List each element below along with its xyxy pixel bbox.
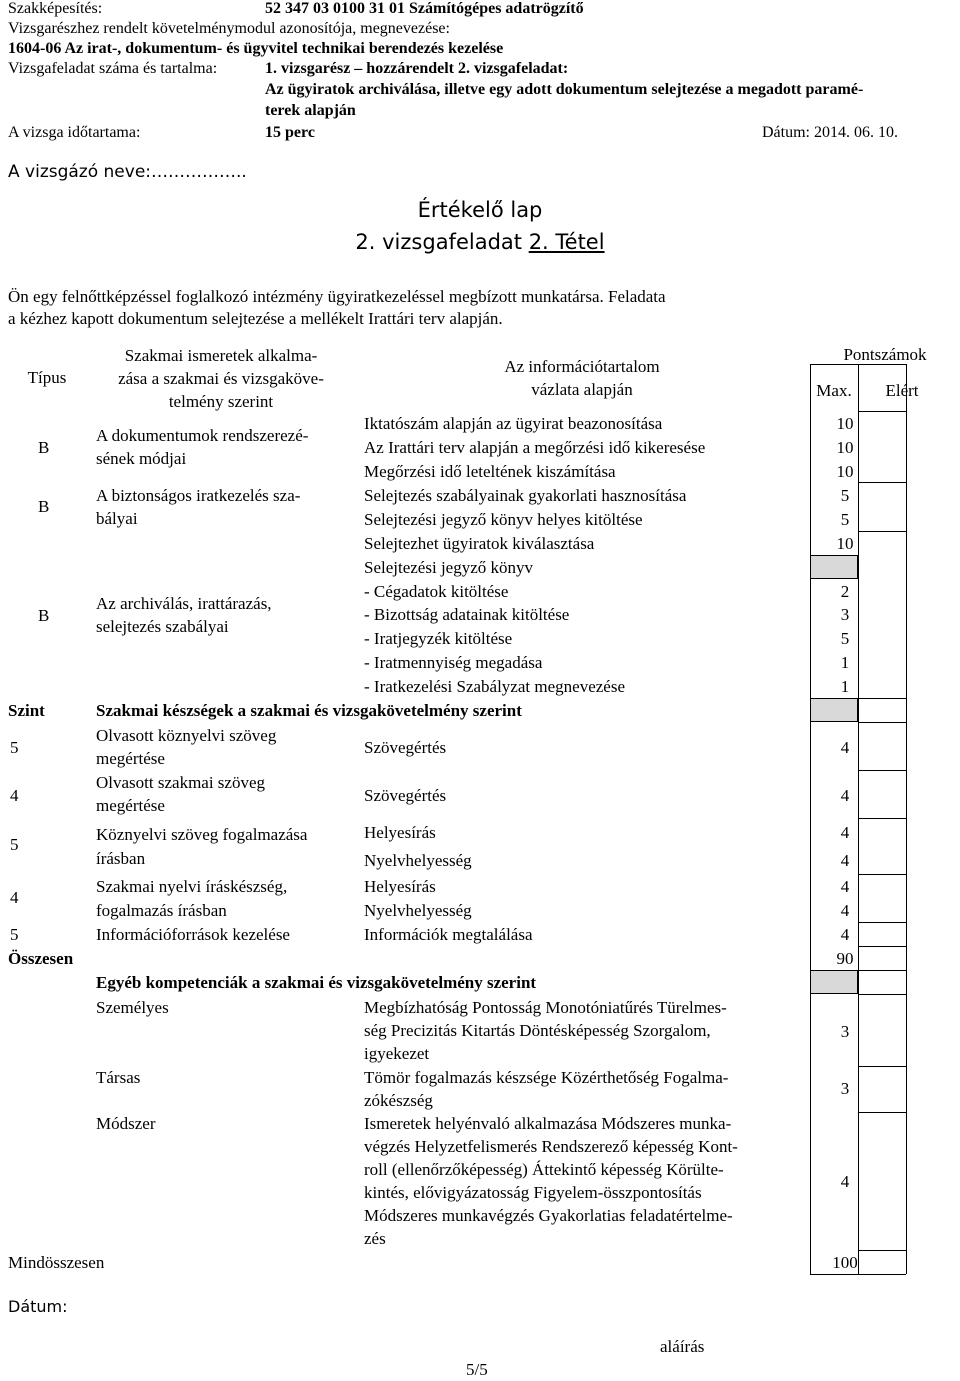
skill-item: Helyesírás: [364, 823, 436, 842]
intro-line1: Ön egy felnőttképzéssel foglalkozó intézmény ügyiratkezeléssel megbízott munkatársa. Feladata: [8, 287, 666, 306]
total-label: Összesen: [8, 949, 74, 968]
col-type-header: Típus: [27, 368, 67, 387]
task-content-line2: terek alapján: [265, 102, 356, 119]
grid-line: [858, 722, 906, 723]
grid-line: [858, 874, 906, 875]
total-max: 90: [836, 949, 854, 968]
max-score: 4: [840, 823, 850, 842]
max-score: 10: [836, 462, 854, 481]
list-item: Selejtezhet ügyiratok kiválasztása: [364, 534, 595, 553]
competence-line: Megbízhatóság Pontosság Monotóniatűrés Türelmes-: [364, 998, 727, 1017]
grid-line: [858, 698, 906, 699]
competence-name: Társas: [96, 1068, 141, 1087]
skill-item: Nyelvhelyesség: [364, 851, 472, 870]
module-label: Vizsgarészhez rendelt követelménymodul azonosítója, megnevezése:: [8, 20, 450, 37]
group2-desc-2: bályai: [96, 509, 138, 528]
max-score: 3: [840, 1079, 850, 1098]
grid-line: [858, 482, 906, 483]
skill-level: 5: [10, 835, 19, 854]
skill-level: 5: [10, 925, 19, 944]
competence-line: kintés, elővigyázatosság Figyelem-összpontosítás: [364, 1183, 702, 1202]
grid-line: [906, 1250, 907, 1274]
skill-desc: fogalmazás írásban: [96, 901, 227, 920]
max-score: 10: [836, 534, 854, 553]
skill-item: Nyelvhelyesség: [364, 901, 472, 920]
max-score: 1: [840, 677, 850, 696]
competence-line: Ismeretek helyénvaló alkalmazása Módszeres munka-: [364, 1114, 732, 1133]
skills-level-header: Szint: [8, 701, 45, 720]
grid-line: [858, 1112, 906, 1113]
max-score: 1: [840, 653, 850, 672]
grid-line: [858, 770, 906, 771]
skill-desc: Szakmai nyelvi íráskészség,: [96, 877, 288, 896]
points-header: Pontszámok: [843, 345, 927, 364]
competence-name: Személyes: [96, 998, 169, 1017]
grid-line: [858, 922, 906, 923]
list-item: - Bizottság adatainak kitöltése: [364, 605, 570, 624]
group1-desc-1: A dokumentumok rendszerezé-: [96, 426, 309, 445]
competence-line: zés: [364, 1229, 386, 1248]
gray-cell: [810, 698, 858, 722]
max-score: 4: [840, 1172, 850, 1191]
skill-desc: Olvasott köznyelvi szöveg: [96, 726, 277, 745]
grand-total-max: 100: [832, 1253, 858, 1272]
list-item: Selejtezési jegyző könyv: [364, 558, 534, 577]
col-knowledge-header-1: Szakmai ismeretek alkalma-: [124, 346, 318, 365]
max-score: 4: [840, 786, 850, 805]
skill-level: 4: [10, 888, 19, 907]
duration-label: A vizsga időtartama:: [8, 124, 141, 141]
skill-item: Szövegértés: [364, 786, 447, 805]
group2-type: B: [38, 497, 50, 516]
task-value: 1. vizsgarész – hozzárendelt 2. vizsgafeladat:: [265, 60, 569, 77]
group3-desc-1: Az archiválás, irattárazás,: [96, 594, 272, 613]
skill-desc: megértése: [96, 796, 165, 815]
max-score: 4: [840, 851, 850, 870]
group3-type: B: [38, 606, 50, 625]
exam-date: Dátum: 2014. 06. 10.: [762, 124, 898, 141]
list-item: Iktatószám alapján az ügyirat beazonosítása: [364, 414, 663, 433]
grid-line: [858, 531, 906, 532]
duration-value: 15 perc: [265, 124, 315, 141]
page-title: Értékelő lap: [417, 198, 543, 222]
list-item: - Iratmennyiség megadása: [364, 653, 543, 672]
list-item: - Iratjegyzék kitöltése: [364, 629, 513, 648]
skill-level: 5: [10, 738, 19, 757]
grid-line: [858, 1250, 906, 1251]
candidate-name-field: A vizsgázó neve:……………..: [8, 162, 247, 182]
qualification-value: 52 347 03 0100 31 01 Számítógépes adatrögzítő: [265, 0, 584, 17]
qualification-label: Szakképesítés:: [8, 0, 103, 17]
col-info-header-2: vázlata alapján: [531, 380, 633, 399]
max-score: 2: [840, 582, 850, 601]
list-item: Selejtezési jegyző könyv helyes kitöltése: [364, 510, 643, 529]
list-item: Megőrzési idő leteltének kiszámítása: [364, 462, 616, 481]
task-content-line1: Az ügyiratok archiválása, illetve egy adott dokumentum selejtezése a megadott paramé-: [265, 81, 864, 98]
other-competences-header: Egyéb kompetenciák a szakmai és vizsgakövetelmény szerint: [96, 973, 537, 992]
grid-line: [858, 411, 906, 412]
page-subtitle: [0, 230, 960, 254]
gray-cell: [810, 970, 858, 994]
signature-label: aláírás: [660, 1337, 705, 1356]
col-info-header-1: Az információtartalom: [504, 357, 660, 376]
task-label: Vizsgafeladat száma és tartalma:: [8, 60, 218, 77]
skill-desc: Olvasott szakmai szöveg: [96, 773, 266, 792]
competence-line: roll (ellenőrzőképesség) Áttekintő képesség Körülte-: [364, 1160, 724, 1179]
competence-line: Tömör fogalmazás készsége Közérthetőség Fogalma-: [364, 1068, 729, 1087]
skills-header: Szakmai készségek a szakmai és vizsgakövetelmény szerint: [96, 701, 522, 720]
max-score: 5: [840, 629, 850, 648]
grid-line: [858, 1066, 906, 1067]
max-score: 10: [836, 414, 854, 433]
page-number: 5/5: [466, 1360, 488, 1379]
max-header: Max.: [816, 381, 852, 400]
list-item: Selejtezés szabályainak gyakorlati hasznosítása: [364, 486, 687, 505]
max-score: 4: [840, 738, 850, 757]
grid-line: [810, 1274, 906, 1275]
group1-type: B: [38, 438, 50, 457]
grid-line: [858, 946, 906, 947]
list-item: - Cégadatok kitöltése: [364, 582, 509, 601]
gray-cell: [810, 555, 858, 579]
max-score: 3: [840, 1022, 850, 1041]
grand-total-label: Mindösszesen: [8, 1253, 105, 1272]
skill-desc: írásban: [96, 849, 146, 868]
module-value: 1604-06 Az irat-, dokumentum- és ügyvitel technikai berendezés kezelése: [8, 40, 504, 57]
skill-item: Szövegértés: [364, 738, 447, 757]
max-score: 4: [840, 901, 850, 920]
grid-line: [858, 818, 906, 819]
reached-header: Elért: [885, 381, 919, 400]
competence-line: igyekezet: [364, 1044, 430, 1063]
max-score: 4: [840, 877, 850, 896]
max-score: 3: [840, 605, 850, 624]
max-score: 4: [840, 925, 850, 944]
intro-line2: a kézhez kapott dokumentum selejtezése a mellékelt Irattári terv alapján.: [8, 309, 503, 328]
competence-line: ség Precizitás Kitartás Döntésképesség Szorgalom,: [364, 1021, 711, 1040]
max-score: 5: [840, 486, 850, 505]
skill-desc: Információforrások kezelése: [96, 925, 290, 944]
skill-desc: megértése: [96, 749, 165, 768]
competence-line: Módszeres munkavégzés Gyakorlatias feladatértelme-: [364, 1206, 733, 1225]
list-item: - Iratkezelési Szabályzat megnevezése: [364, 677, 625, 696]
skill-item: Információk megtalálása: [364, 925, 533, 944]
group3-desc-2: selejtezés szabályai: [96, 617, 229, 636]
list-item: Az Irattári terv alapján a megőrzési idő kikeresése: [364, 438, 706, 457]
competence-name: Módszer: [96, 1114, 156, 1133]
competence-line: végzés Helyzetfelismerés Rendszerező képesség Kont-: [364, 1137, 738, 1156]
subtitle-item: 2. Tétel: [528, 230, 605, 254]
max-score: 5: [840, 510, 850, 529]
max-score: 10: [836, 438, 854, 457]
grid-line: [858, 994, 906, 995]
group1-desc-2: sének módjai: [96, 449, 187, 468]
skill-level: 4: [10, 786, 19, 805]
skill-desc: Köznyelvi szöveg fogalmazása: [96, 825, 308, 844]
group2-desc-1: A biztonságos iratkezelés sza-: [96, 486, 301, 505]
grid-line: [906, 364, 907, 1250]
grid-line: [858, 970, 906, 971]
date-label: Dátum:: [8, 1297, 68, 1316]
competence-line: zókészség: [364, 1091, 433, 1110]
col-knowledge-header-3: telmény szerint: [168, 392, 274, 411]
col-knowledge-header-2: zása a szakmai és vizsgaköve-: [118, 369, 324, 388]
skill-item: Helyesírás: [364, 877, 436, 896]
subtitle-task: 2. vizsgafeladat: [355, 230, 529, 254]
